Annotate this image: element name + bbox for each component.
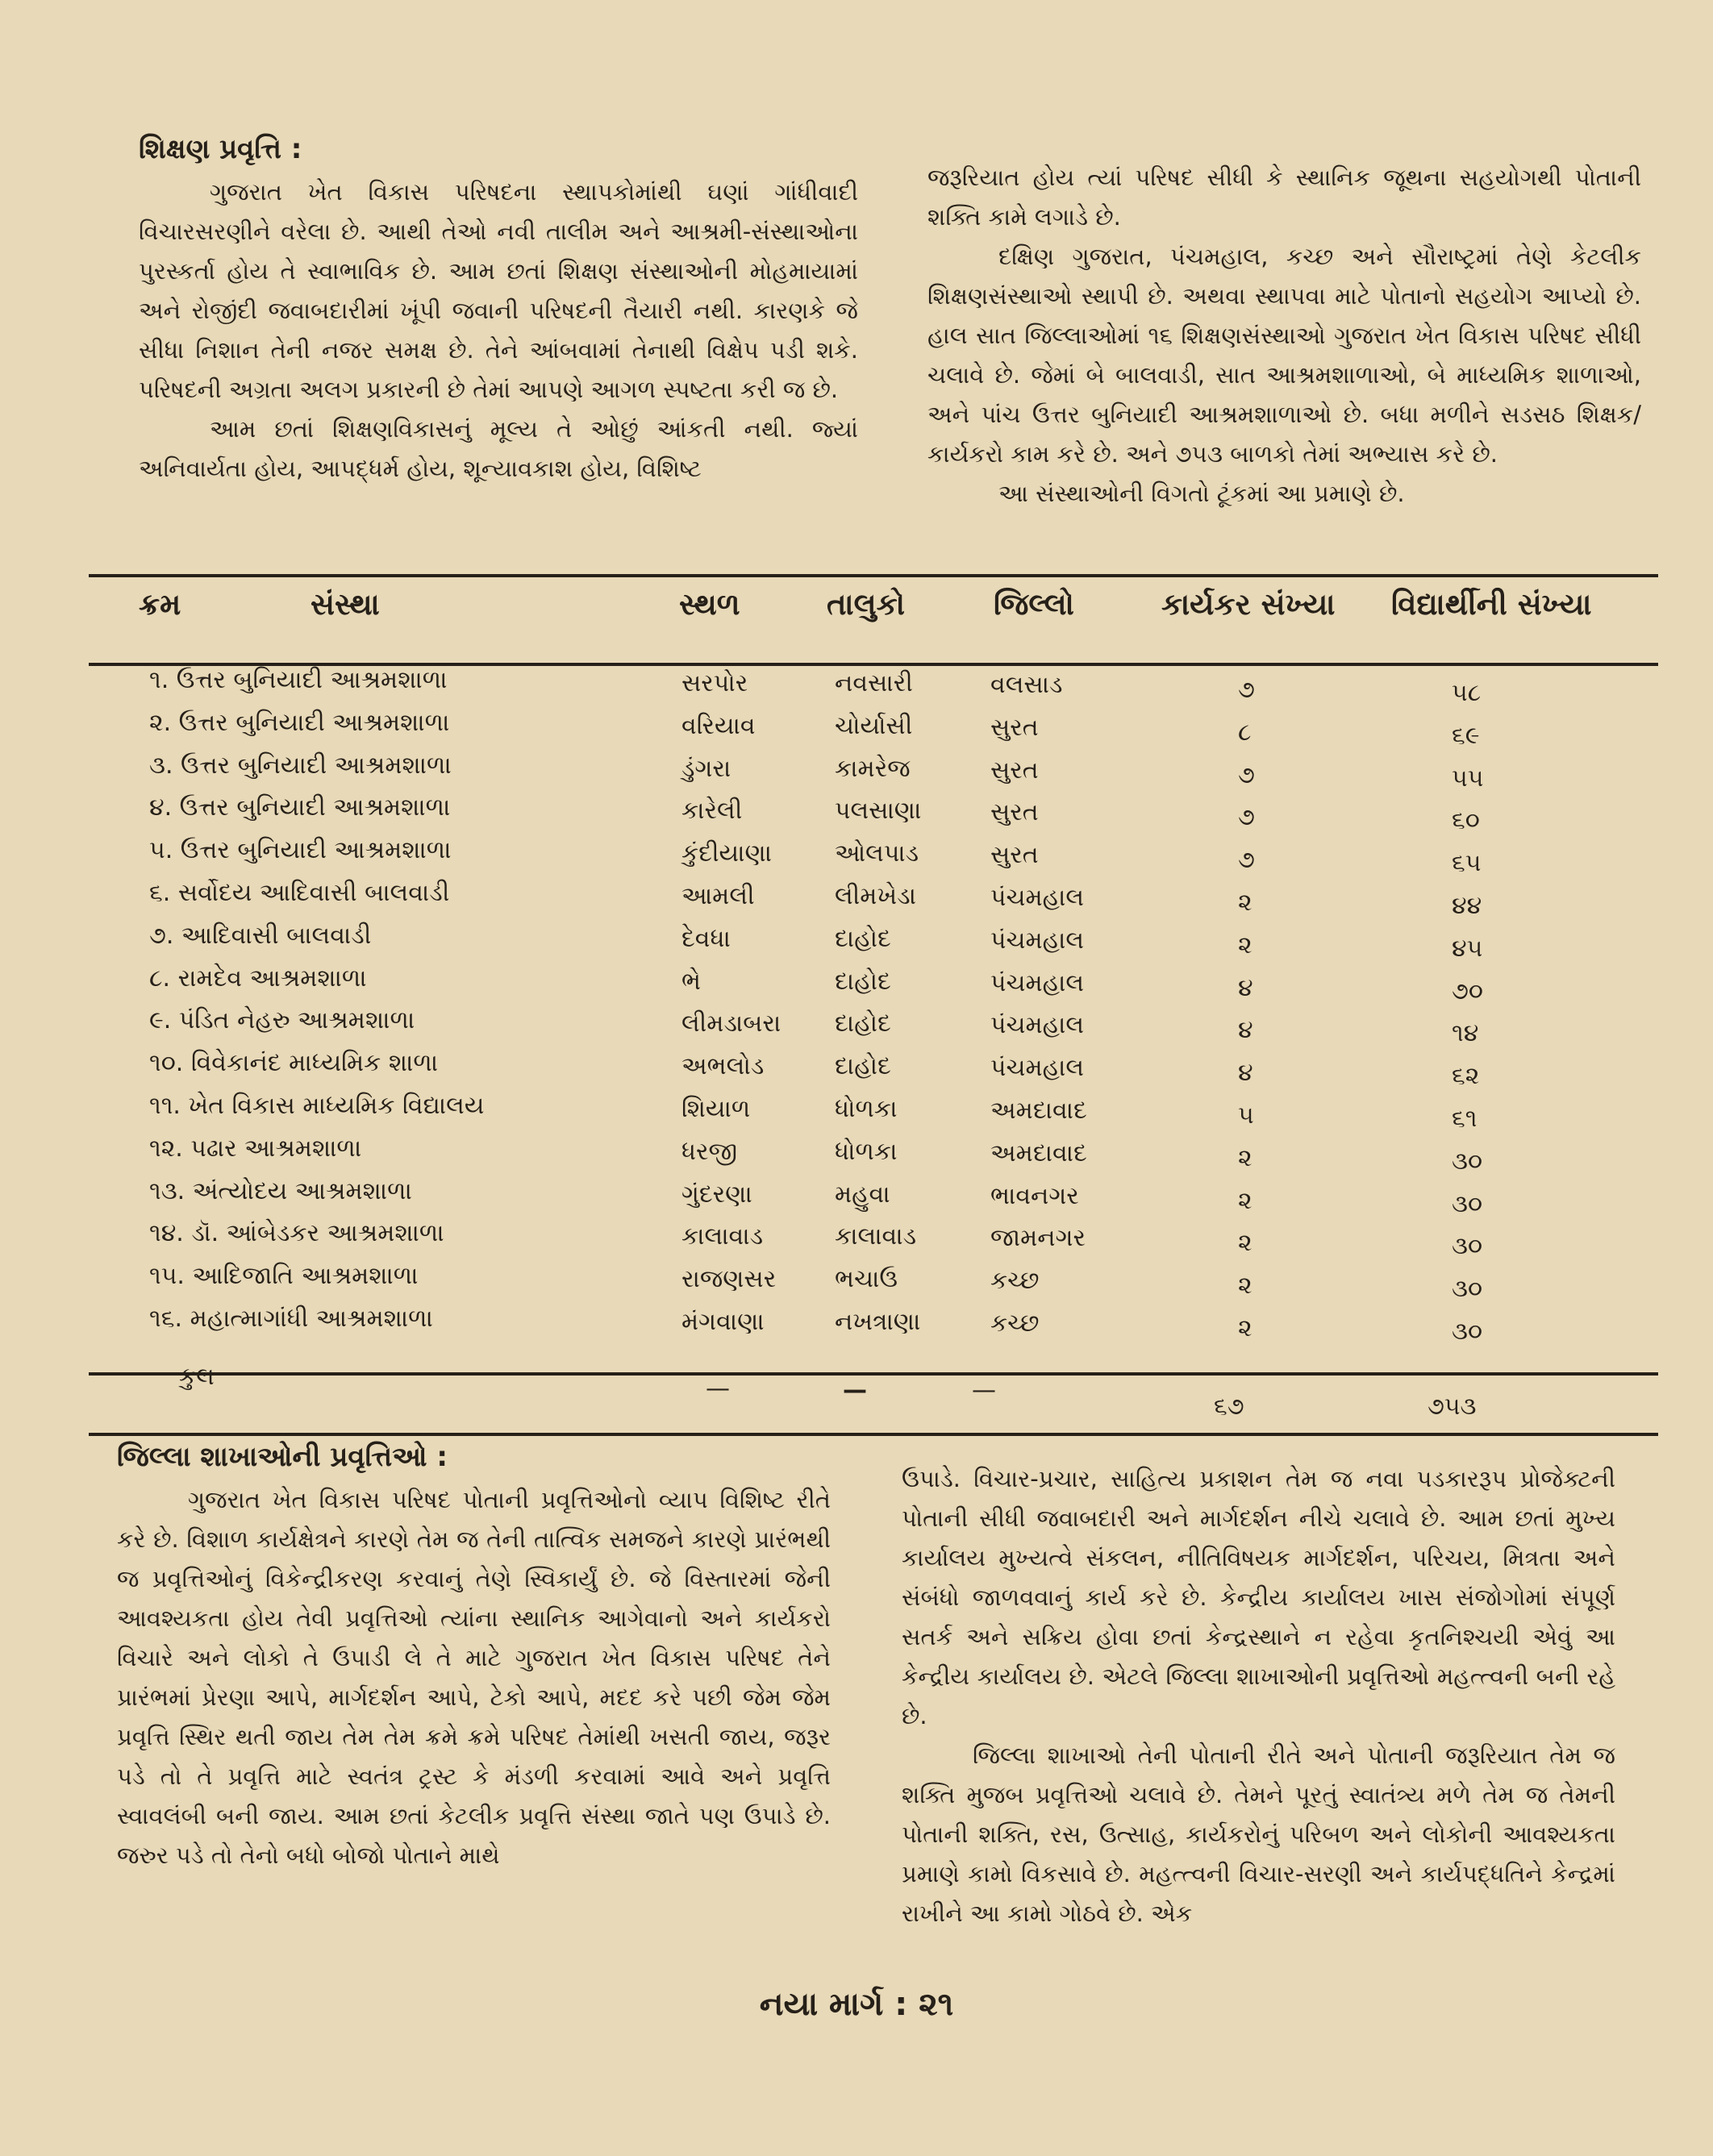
cell-name: ૧૨. પઢાર આશ્રમશાળા bbox=[149, 1134, 362, 1163]
cell-place: ડુંગરા bbox=[681, 754, 731, 783]
cell-name: ૪. ઉત્તર બુનિયાદી આશ્રમશાળા bbox=[149, 793, 451, 822]
cell-place: ગુંદરણા bbox=[681, 1180, 752, 1209]
cell-students: ૩૦ bbox=[1452, 1317, 1483, 1346]
cell-workers: ૪ bbox=[1238, 1059, 1253, 1088]
table-top-rule bbox=[89, 574, 1658, 577]
header-taluka: તાલુકો bbox=[827, 587, 905, 622]
district-heading: જિલ્લા શાખાઓની પ્રવૃત્તિઓ : bbox=[117, 1441, 448, 1473]
cell-students: ૬૨ bbox=[1452, 1062, 1480, 1091]
cell-district: કચ્છ bbox=[990, 1267, 1040, 1296]
cell-students: ૫૮ bbox=[1452, 679, 1482, 707]
section-rule bbox=[89, 1433, 1658, 1436]
paragraph: જરૂરિયાત હોય ત્યાં પરિષદ સીધી કે સ્થાનિક જૂથના સહયોગથી પોતાની શક્તિ કામે લગાડે છે. bbox=[927, 164, 1641, 231]
cell-workers: ૮ bbox=[1238, 718, 1252, 747]
cell-district: અમદાવાદ bbox=[990, 1138, 1087, 1167]
cell-students: ૧૪ bbox=[1452, 1019, 1479, 1048]
cell-place: અભલોડ bbox=[681, 1052, 765, 1081]
cell-taluka: દાહોદ bbox=[835, 924, 891, 953]
cell-name: ૨. ઉત્તર બુનિયાદી આશ્રમશાળા bbox=[149, 708, 450, 737]
cell-place: મંગવાણા bbox=[681, 1308, 765, 1336]
district-right-column bbox=[902, 1459, 1615, 1933]
cell-district: વલસાડ bbox=[990, 671, 1063, 699]
cell-taluka: દાહોદ bbox=[835, 1052, 891, 1081]
total-place: — bbox=[706, 1375, 730, 1403]
cell-name: ૯. પંડિત નેહરુ આશ્રમશાળા bbox=[149, 1006, 415, 1035]
total-taluka: — bbox=[843, 1376, 867, 1405]
total-workers: ૬૭ bbox=[1214, 1392, 1244, 1421]
paragraph: જિલ્લા શાખાઓ તેની પોતાની રીતે અને પોતાની જરૂરિયાત તેમ જ શક્તિ મુજબ પ્રવૃત્તિઓ ચલાવે છે. તેમને પૂરતું સ્વાતંત્ર્ય મળે તેમ જ તેમની પોતાની શક્તિ, રસ, ઉત્સાહ, કાર્યકરોનું પરિબળ અને લોકોની આવશ્યકતા પ્રમાણે કામો વિકસાવે છે. મહત્ત્વની વિચાર-સરણી અને કાર્યપદ્ધતિને કેન્દ્રમાં રાખીને આ કામો ગોઠવે છે. એક bbox=[902, 1742, 1615, 1927]
header-workers: કાર્યકર સંખ્યા bbox=[1161, 587, 1336, 622]
cell-name: ૩. ઉત્તર બુનિયાદી આશ્રમશાળા bbox=[149, 751, 452, 780]
cell-workers: ૨ bbox=[1238, 1272, 1252, 1301]
cell-taluka: કાલાવાડ bbox=[835, 1222, 917, 1251]
cell-workers: ૨ bbox=[1238, 1143, 1252, 1172]
cell-place: ધરજી bbox=[681, 1137, 738, 1166]
cell-students: ૬૧ bbox=[1452, 1105, 1478, 1133]
cell-name: ૫. ઉત્તર બુનિયાદી આશ્રમશાળા bbox=[149, 836, 452, 865]
page-footer: નયા માર્ગ : ૨૧ bbox=[759, 1986, 954, 2023]
paragraph: આમ છતાં શિક્ષણવિકાસનું મૂલ્ય તે ઓછું આંકતી નથી. જ્યાં અનિવાર્યતા હોય, આપદ્ધર્મ હોય, શૂન્યાવકાશ હોય, વિશિષ્ટ bbox=[139, 415, 858, 482]
total-district: — bbox=[972, 1376, 996, 1405]
paragraph: આ સંસ્થાઓની વિગતો ટૂંકમાં આ પ્રમાણે છે. bbox=[998, 480, 1405, 507]
paragraph: દક્ષિણ ગુજરાત, પંચમહાલ, કચ્છ અને સૌરાષ્ટ્રમાં તેણે કેટલીક શિક્ષણસંસ્થાઓ સ્થાપી છે. અથવા સ્થાપવા માટે પોતાનો સહયોગ આપ્યો છે. હાલ સાત જિલ્લાઓમાં ૧૬ શિક્ષણસંસ્થાઓ ગુજરાત ખેત વિકાસ પરિષદ સીધી ચલાવે છે. જેમાં બે બાલવાડી, સાત આશ્રમશાળાઓ, બે માધ્યમિક શાળાઓ, અને પાંચ ઉત્તર બુનિયાદી આશ્રમશાળાઓ છે. બધા મળીને સડસઠ શિક્ષક/કાર્યકરો કામ કરે છે. અને ૭૫૩ બાળકો તેમાં અભ્યાસ કરે છે. bbox=[927, 243, 1642, 468]
cell-district: સુરત bbox=[990, 713, 1039, 742]
cell-workers: ૭ bbox=[1238, 676, 1255, 704]
cell-workers: ૫ bbox=[1238, 1101, 1254, 1130]
header-district: જિલ્લો bbox=[994, 587, 1074, 622]
cell-taluka: દાહોદ bbox=[835, 1009, 891, 1038]
cell-workers: ૨ bbox=[1238, 1229, 1252, 1258]
cell-workers: ૭ bbox=[1238, 846, 1255, 875]
cell-place: રાજણસર bbox=[681, 1265, 777, 1294]
cell-students: ૭૦ bbox=[1452, 976, 1483, 1005]
cell-place: ભે bbox=[681, 967, 701, 996]
cell-name: ૧૪. ડૉ. આંબેડકર આશ્રમશાળા bbox=[149, 1219, 444, 1248]
cell-students: ૫૫ bbox=[1452, 764, 1484, 793]
cell-workers: ૭ bbox=[1238, 760, 1255, 789]
education-left-column bbox=[139, 129, 858, 489]
cell-name: ૭. આદિવાસી બાલવાડી bbox=[149, 921, 372, 950]
cell-taluka: નવસારી bbox=[835, 669, 913, 697]
header-place: સ્થળ bbox=[679, 587, 740, 622]
cell-students: ૩૦ bbox=[1452, 1147, 1483, 1176]
cell-district: પંચમહાલ bbox=[990, 926, 1085, 955]
cell-taluka: કામરેજ bbox=[835, 754, 911, 783]
cell-workers: ૨ bbox=[1238, 930, 1252, 959]
paragraph: ગુજરાત ખેત વિકાસ પરિષદના સ્થાપકોમાંથી ઘણાં ગાંધીવાદી વિચારસરણીને વરેલા છે. આથી તેઓ નવી તાલીમ અને આશ્રમી-સંસ્થાઓના પુરસ્કર્તા હોય તે સ્વાભાવિક છે. આમ છતાં શિક્ષણ સંસ્થાઓની મોહમાયામાં અને રોજીંદી જવાબદારીમાં ખૂંપી જવાની પરિષદની તૈયારી નથી. કારણકે જે સીધા નિશાન તેની નજર સમક્ષ છે. તેને આંબવામાં તેનાથી વિક્ષેપ પડી શકે. પરિષદની અગ્રતા અલગ પ્રકારની છે તેમાં આપણે આગળ સ્પષ્ટતા કરી જ છે. bbox=[139, 178, 858, 403]
cell-students: ૪૫ bbox=[1452, 934, 1483, 963]
education-heading: શિક્ષણ પ્રવૃત્તિ : bbox=[139, 133, 302, 165]
cell-district: અમદાવાદ bbox=[990, 1097, 1087, 1125]
cell-name: ૮. રામદેવ આશ્રમશાળા bbox=[149, 964, 367, 993]
cell-students: ૬૯ bbox=[1452, 721, 1480, 750]
header-students: વિદ્યાર્થીની સંખ્યા bbox=[1391, 587, 1592, 622]
cell-district: પંચમહાલ bbox=[990, 884, 1085, 912]
paragraph: ગુજરાત ખેત વિકાસ પરિષદ પોતાની પ્રવૃત્તિઓનો વ્યાપ વિશિષ્ટ રીતે કરે છે. વિશાળ કાર્યક્ષેત્રને કારણે તેમ જ તેની તાત્વિક સમજને કારણે પ્રારંભથી જ પ્રવૃત્તિઓનું વિકેન્દ્રીકરણ કરવાનું તેણે સ્વિકાર્યું છે. જે વિસ્તારમાં જેની આવશ્યકતા હોય તેવી પ્રવૃત્તિઓ ત્યાંના સ્થાનિક આગેવાનો અને કાર્યકરો વિચારે અને લોકો તે ઉપાડી લે તે માટે ગુજરાત ખેત વિકાસ પરિષદ તેને પ્રારંભમાં પ્રેરણા આપે, માર્ગદર્શન આપે, ટેકો આપે, મદદ કરે પછી જેમ જેમ પ્રવૃત્તિ સ્થિર થતી જાય તેમ તેમ ક્રમે ક્રમે પરિષદ તેમાંથી ખસતી જાય, જરૂર પડે તો તે પ્રવૃત્તિ માટે સ્વતંત્ર ટ્રસ્ટ કે મંડળી કરવામાં આવે અને પ્રવૃત્તિ સ્વાવલંબી બની જાય. આમ છતાં કેટલીક પ્રવૃત્તિ સંસ્થા જાતે પણ ઉપાડે છે. જરુર પડે તો તેનો બધો બોજો પોતાને માથે bbox=[117, 1486, 831, 1869]
cell-district: પંચમહાલ bbox=[990, 1011, 1085, 1040]
cell-place: આમલી bbox=[681, 882, 755, 910]
cell-district: કચ્છ bbox=[990, 1309, 1040, 1338]
cell-workers: ૭ bbox=[1238, 803, 1255, 832]
cell-taluka: મહુવા bbox=[835, 1180, 890, 1209]
cell-workers: ૪ bbox=[1238, 1016, 1253, 1045]
total-label: કુલ bbox=[179, 1363, 215, 1391]
paragraph: ઉપાડે. વિચાર-પ્રચાર, સાહિત્ય પ્રકાશન તેમ જ નવા પડકારરૂપ પ્રોજેક્ટની પોતાની સીધી જવાબદારી અને માર્ગદર્શન નીચે ચલાવે છે. આમ છતાં મુખ્ય કાર્યાલય મુખ્યત્વે સંકલન, નીતિવિષયક માર્ગદર્શન, પરિચય, મિત્રતા અને સંબંધો જાળવવાનું કાર્ય કરે છે. કેન્દ્રીય કાર્યાલય ખાસ સંજોગોમાં સંપૂર્ણ સતર્ક અને સક્રિય હોવા છતાં કેન્દ્રસ્થાને ન રહેવા કૃતનિશ્ચયી એવું આ કેન્દ્રીય કાર્યાલય છે. એટલે જિલ્લા શાખાઓની પ્રવૃત્તિઓ મહત્ત્વની બની રહે છે. bbox=[902, 1465, 1615, 1729]
cell-district: પંચમહાલ bbox=[990, 1054, 1085, 1083]
cell-district: ભાવનગર bbox=[990, 1181, 1079, 1210]
cell-students: ૩૦ bbox=[1452, 1232, 1483, 1261]
table-bottom-rule bbox=[89, 1372, 1658, 1376]
cell-name: ૬. સર્વોદય આદિવાસી બાલવાડી bbox=[149, 879, 450, 907]
cell-taluka: ચોર્યાસી bbox=[835, 711, 913, 740]
cell-district: સુરત bbox=[990, 841, 1039, 870]
header-serial: ક્રમ bbox=[139, 587, 181, 622]
cell-place: લીમડાબરા bbox=[681, 1009, 781, 1038]
total-students: ૭૫૩ bbox=[1428, 1392, 1477, 1421]
cell-workers: ૨ bbox=[1238, 1314, 1252, 1342]
header-institution: સંસ્થા bbox=[311, 587, 380, 622]
cell-taluka: ધોળકા bbox=[835, 1095, 898, 1123]
cell-taluka: પલસાણા bbox=[835, 797, 922, 826]
cell-students: ૩૦ bbox=[1452, 1275, 1483, 1304]
cell-district: સુરત bbox=[990, 798, 1039, 827]
cell-workers: ૪ bbox=[1238, 973, 1253, 1002]
cell-place: કાલાવાડ bbox=[681, 1222, 764, 1251]
cell-taluka: લીમખેડા bbox=[835, 882, 916, 910]
cell-district: જામનગર bbox=[990, 1224, 1086, 1253]
district-left-column bbox=[117, 1437, 831, 1875]
cell-taluka: ભચાઉ bbox=[835, 1265, 898, 1294]
cell-students: ૪૪ bbox=[1452, 892, 1482, 920]
cell-place: વરિયાવ bbox=[681, 711, 756, 740]
cell-students: ૩૦ bbox=[1452, 1189, 1483, 1218]
cell-place: દેવધા bbox=[681, 924, 731, 953]
cell-taluka: દાહોદ bbox=[835, 967, 891, 996]
cell-name: ૧૩. અંત્યોદય આશ્રમશાળા bbox=[149, 1176, 412, 1205]
cell-taluka: ધોળકા bbox=[835, 1137, 898, 1166]
cell-place: કારેલી bbox=[681, 797, 743, 826]
cell-workers: ૨ bbox=[1238, 889, 1252, 917]
cell-place: સરપોર bbox=[681, 669, 748, 697]
cell-name: ૧૦. વિવેકાનંદ માધ્યમિક શાળા bbox=[149, 1049, 439, 1078]
cell-place: કુંદીયાણા bbox=[681, 839, 772, 868]
cell-students: ૬૫ bbox=[1452, 849, 1482, 878]
cell-place: શિયાળ bbox=[681, 1095, 751, 1123]
cell-workers: ૨ bbox=[1238, 1186, 1252, 1215]
cell-district: સુરત bbox=[990, 755, 1039, 785]
cell-name: ૧૧. ખેત વિકાસ માધ્યમિક વિદ્યાલય bbox=[149, 1092, 485, 1120]
cell-name: ૧૬. મહાત્માગાંધી આશ્રમશાળા bbox=[149, 1305, 433, 1333]
cell-students: ૬૦ bbox=[1452, 806, 1480, 835]
cell-taluka: ઓલપાડ bbox=[835, 839, 919, 868]
cell-name: ૧. ઉત્તર બુનિયાદી આશ્રમશાળા bbox=[149, 666, 448, 694]
cell-name: ૧૫. આદિજાતિ આશ્રમશાળા bbox=[149, 1262, 419, 1291]
education-right-column bbox=[927, 158, 1641, 514]
cell-taluka: નખત્રાણા bbox=[835, 1308, 921, 1336]
cell-district: પંચમહાલ bbox=[990, 968, 1085, 997]
